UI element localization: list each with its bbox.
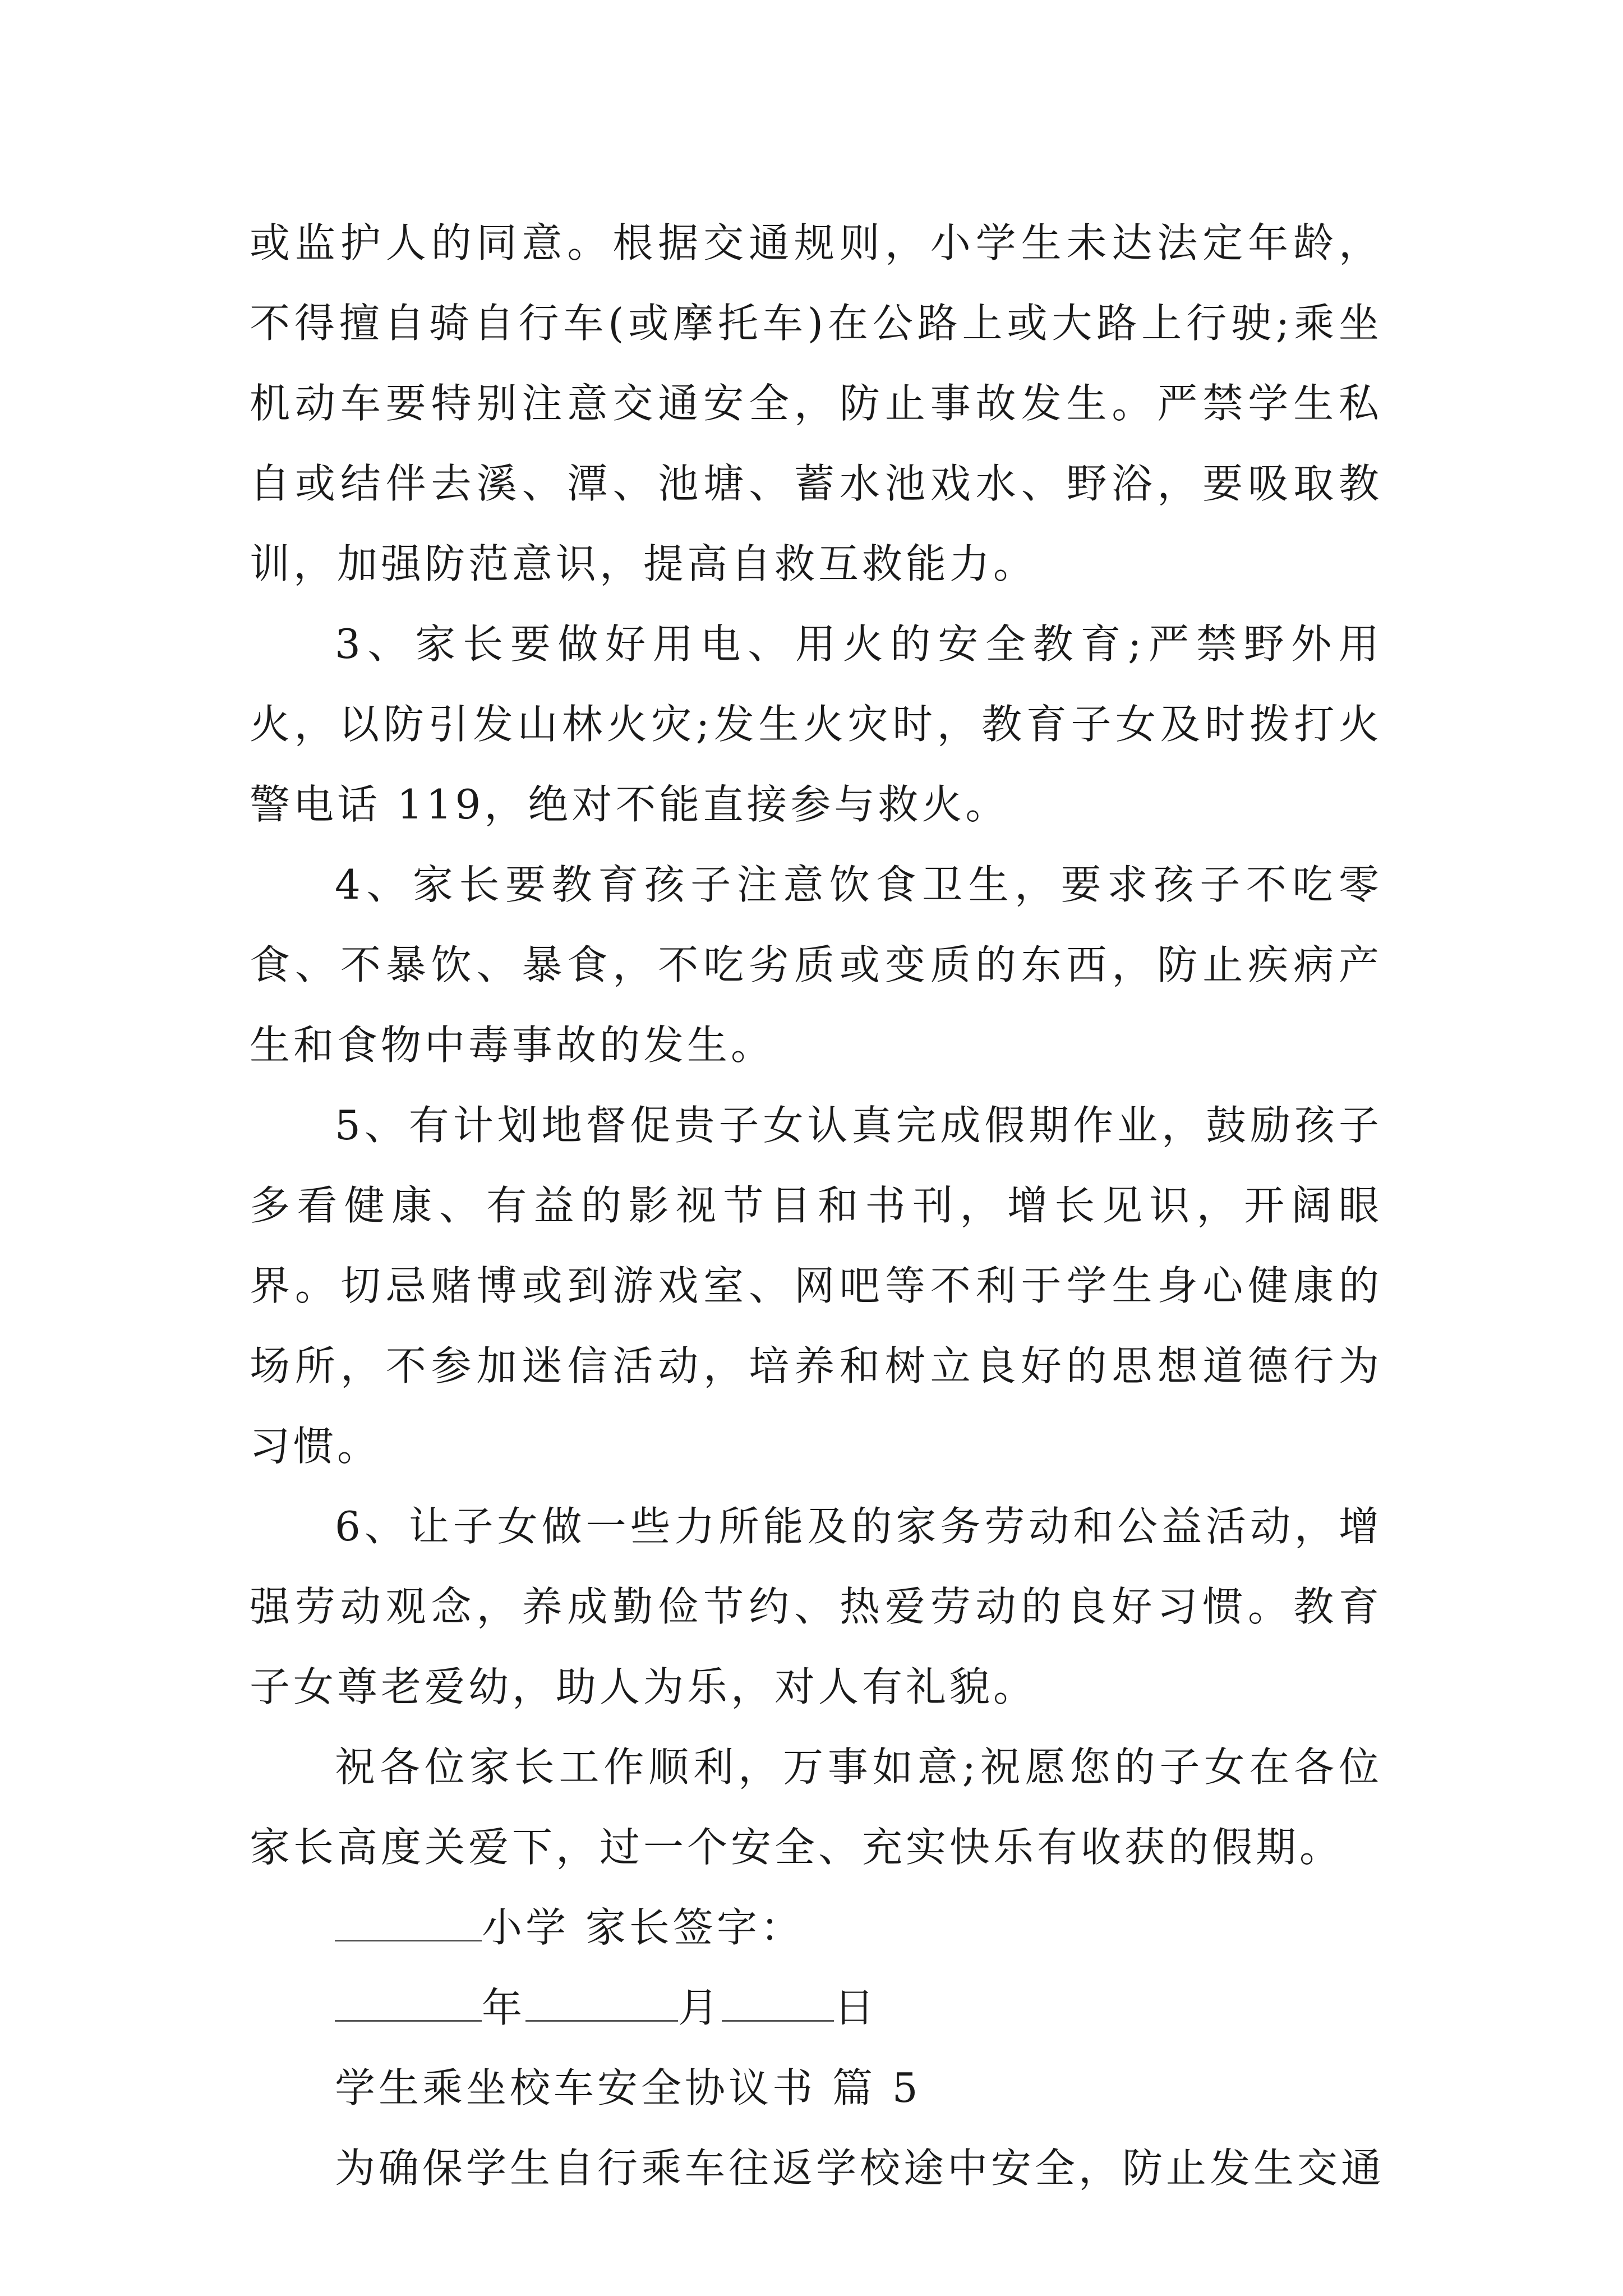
paragraph-item-6: 6、让子女做一些力所能及的家务劳动和公益活动，增强劳动观念，养成勤俭节约、热爱劳动的良好习惯。教育子女尊老爱幼，助人为乐，对人有礼貌。 [250,1503,1382,1710]
day-blank [722,1986,834,2022]
document-body [250,203,1385,2208]
year-blank [335,1986,482,2022]
year-label: 年 [482,1984,526,2031]
month-label: 月 [678,1984,722,2031]
paragraph-item-4: 4、家长要教育孩子注意饮食卫生，要求孩子不吃零食、不暴饮、暴食，不吃劣质或变质的东西，防止疾病产生和食物中毒事故的发生。 [250,861,1382,1069]
day-label: 日 [834,1984,878,2031]
paragraph-item-5: 5、有计划地督促贵子女认真完成假期作业，鼓励孩子多看健康、有益的影视节目和书刊，增长见识，开阔眼界。切忌赌博或到游戏室、网吧等不利于学生身心健康的场所，不参加迷信活动，培养和树立良好的思想道德行为习惯。 [250,1102,1382,1470]
month-blank [525,1986,678,2022]
section-title: 学生乘坐校车安全协议书 篇 5 [335,2064,921,2111]
paragraph-last: 为确保学生自行乘车往返学校途中安全，防止发生交通 [335,2145,1385,2192]
paragraph-wishes: 祝各位家长工作顺利，万事如意;祝愿您的子女在各位家长高度关爱下，过一个安全、充实快乐有收获的假期。 [250,1743,1382,1871]
paragraph-item-3: 3、家长要做好用电、用火的安全教育;严禁野外用火，以防引发山林火灾;发生火灾时，教育子女及时拨打火警电话 119，绝对不能直接参与救火。 [250,620,1382,828]
paragraph-intro: 或监护人的同意。根据交通规则，小学生未达法定年龄，不得擅自骑自行车(或摩托车)在公路上或大路上行驶;乘坐机动车要特别注意交通安全，防止事故发生。严禁学生私自或结伴去溪、潭、池塘、蓄水池戏水、野浴，要吸取教训，加强防范意识，提高自救互救能力。 [250,219,1382,587]
parent-signature-label: 家长签字： [585,1904,804,1951]
school-label: 小学 [482,1904,570,1951]
school-name-blank [335,1906,482,1941]
signature-line [250,1888,1382,1968]
date-line [250,1968,1382,2048]
